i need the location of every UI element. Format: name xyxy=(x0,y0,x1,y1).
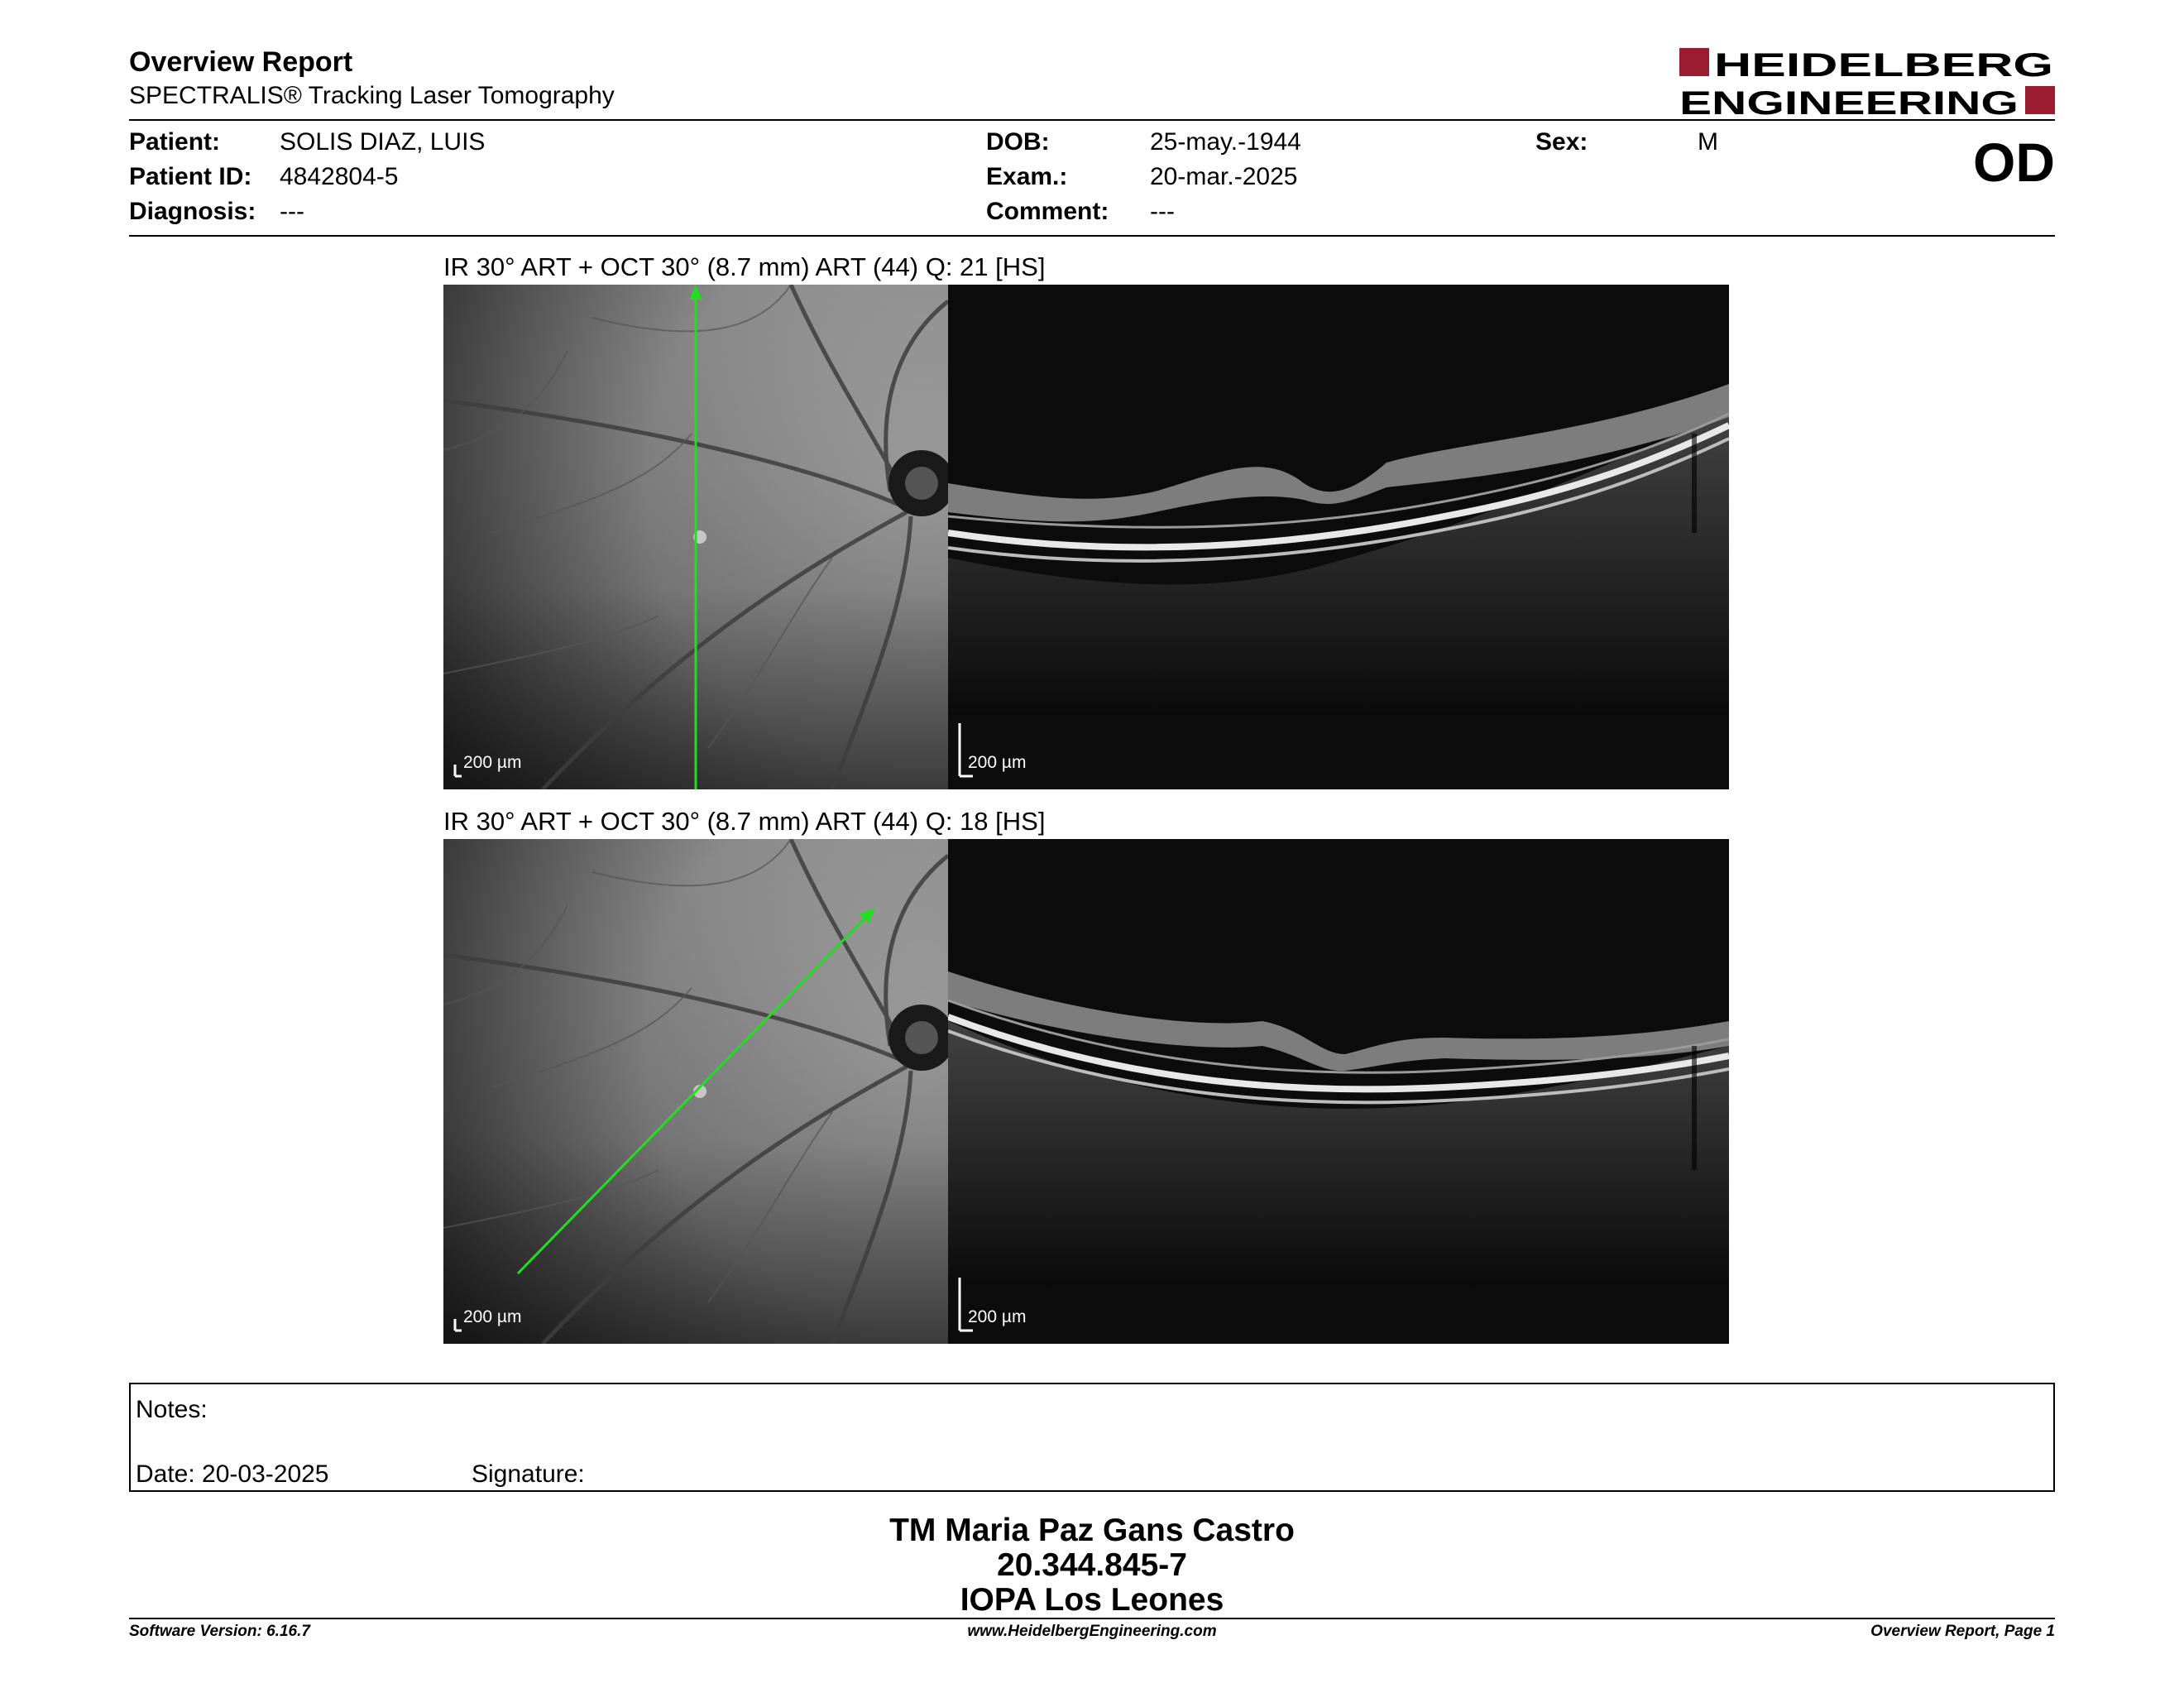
date-field: Date: 20-03-2025 xyxy=(136,1460,329,1488)
patient-id: 4842804-5 xyxy=(280,163,399,190)
logo-line2: ENGINEERING xyxy=(1679,85,2019,116)
oct-scale-label: 200 µm xyxy=(968,1307,1027,1326)
notes-box[interactable] xyxy=(129,1383,2055,1492)
ir-scale-label: 200 µm xyxy=(463,1307,522,1326)
scan-caption: IR 30° ART + OCT 30° (8.7 mm) ART (44) Q: 21 [HS] xyxy=(443,252,1046,281)
report-subtitle: SPECTRALIS® Tracking Laser Tomography xyxy=(129,82,615,109)
scan-caption: IR 30° ART + OCT 30° (8.7 mm) ART (44) Q: 18 [HS] xyxy=(443,807,1046,836)
sex-value: M xyxy=(1698,128,1718,156)
software-version: Software Version: 6.16.7 xyxy=(129,1623,310,1640)
report-title: Overview Report xyxy=(129,46,353,78)
comment-value: --- xyxy=(1150,198,1175,225)
oct-bscan-image xyxy=(948,285,1729,789)
patient-id-label: Patient ID: xyxy=(129,163,252,190)
notes-label: Notes: xyxy=(136,1396,208,1423)
patient-label: Patient: xyxy=(129,128,221,156)
signatory-rut: 20.344.845-7 xyxy=(997,1547,1187,1583)
heidelberg-logo xyxy=(1679,46,2055,116)
sex-label: Sex: xyxy=(1535,128,1588,156)
ir-fundus-image xyxy=(443,839,948,1344)
signatory-name: TM Maria Paz Gans Castro xyxy=(889,1513,1295,1548)
comment-label: Comment: xyxy=(986,198,1109,225)
patient-divider xyxy=(129,235,2055,237)
logo-line1: HEIDELBERG xyxy=(1714,47,2053,84)
exam-label: Exam.: xyxy=(986,163,1068,190)
eye-indicator: OD xyxy=(1973,132,2055,193)
signature-label: Signature: xyxy=(472,1460,585,1488)
signatory-institution: IOPA Los Leones xyxy=(960,1582,1224,1618)
footer-divider xyxy=(129,1618,2055,1619)
dob-value: 25-may.-1944 xyxy=(1150,128,1301,156)
exam-date: 20-mar.-2025 xyxy=(1150,163,1298,190)
header-divider xyxy=(129,119,2055,121)
diagnosis-label: Diagnosis: xyxy=(129,198,256,225)
diagnosis-value: --- xyxy=(280,198,304,225)
ir-fundus-image xyxy=(443,285,948,789)
ir-scale-label: 200 µm xyxy=(463,753,522,772)
oct-scale-label: 200 µm xyxy=(968,753,1027,772)
dob-label: DOB: xyxy=(986,128,1050,156)
patient-name: SOLIS DIAZ, LUIS xyxy=(280,128,486,156)
page-number: Overview Report, Page 1 xyxy=(1870,1623,2055,1640)
website-link[interactable]: www.HeidelbergEngineering.com xyxy=(967,1623,1217,1640)
oct-bscan-image xyxy=(948,839,1729,1344)
